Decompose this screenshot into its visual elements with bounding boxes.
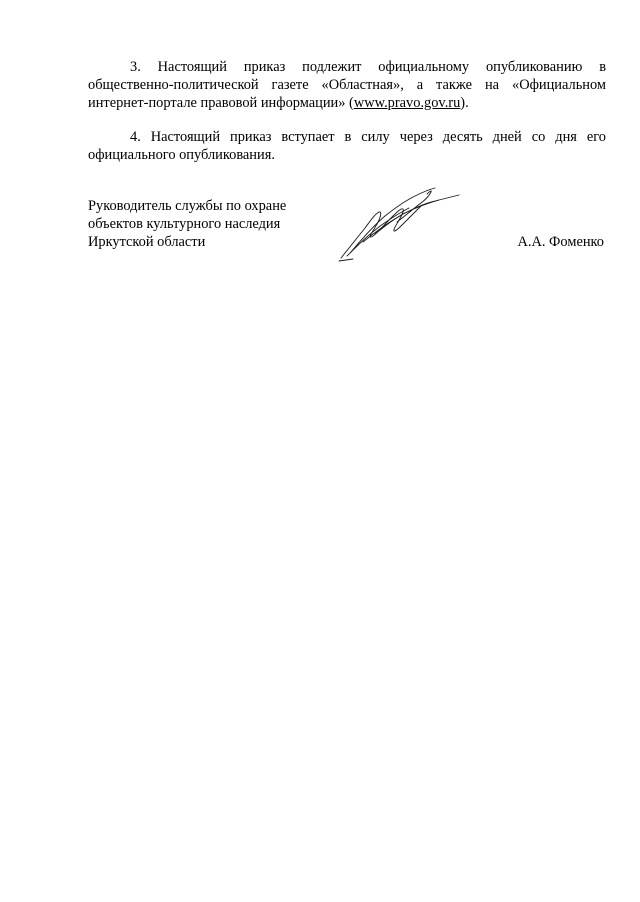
pravo-gov-link[interactable]: www.pravo.gov.ru xyxy=(353,95,461,111)
signer-position xyxy=(88,197,286,251)
signer-position-line-3: Иркутской области xyxy=(88,234,206,250)
signer-position-line-2: объектов культурного наследия xyxy=(88,216,281,232)
paragraph-4: 4. Настоящий приказ вступает в силу через десять дней со дня его официального опубликования. xyxy=(88,129,606,163)
paragraph-3 xyxy=(88,58,606,112)
paragraph-3-text-before-link: 3. Настоящий приказ подлежит официальному опубликованию в общественно-политической газете «Областная», а также на «Официальном интернет-портале правовой информации» ( xyxy=(88,59,606,111)
paragraph-3-text-after-link: ). xyxy=(460,95,469,111)
signer-name: А.А. Фоменко xyxy=(517,234,604,250)
handwritten-signature xyxy=(335,182,465,262)
signer-position-line-1: Руководитель службы по охране xyxy=(88,198,287,214)
